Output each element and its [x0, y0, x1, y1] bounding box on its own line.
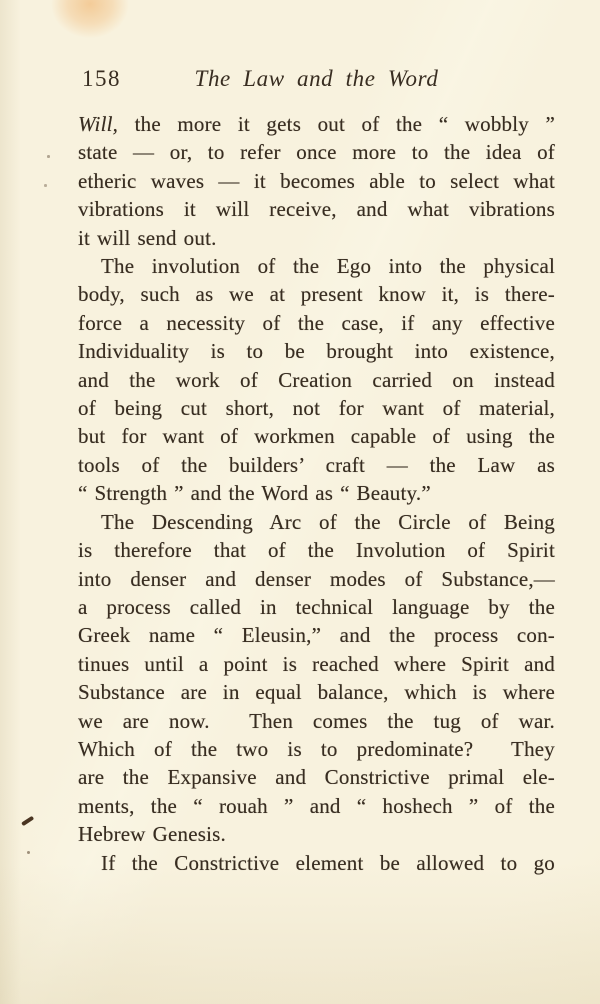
- text-line: tools of the builders’ craft — the Law as: [78, 452, 555, 477]
- text-line: “ Strength ” and the Word as “ Beauty.”: [78, 481, 431, 506]
- text-line: Will, the more it gets out of the “ wobbly ”: [78, 112, 555, 136]
- text-line: Substance are in equal balance, which is where: [78, 680, 555, 705]
- text-line: If the Constrictive element be allowed to go: [101, 850, 555, 875]
- text-line: tinues until a point is reached where Spirit and: [78, 651, 555, 676]
- text-line: are the Expansive and Constrictive primal ele-: [78, 765, 555, 790]
- text-line: and the work of Creation carried on instead: [78, 367, 555, 392]
- text-line: but for want of workmen capable of using the: [78, 424, 555, 449]
- text-line: Hebrew Genesis.: [78, 822, 226, 847]
- text-line: into denser and denser modes of Substance,—: [78, 566, 555, 591]
- text-line: it will send out.: [78, 225, 217, 250]
- paper-speck: [47, 155, 50, 158]
- text-line: The Descending Arc of the Circle of Being: [101, 509, 555, 534]
- ink-dot: [27, 851, 30, 854]
- pen-mark: [21, 816, 34, 826]
- text-line: Which of the two is to predominate? They: [78, 736, 555, 761]
- text-line: ments, the “ rouah ” and “ hoshech ” of the: [78, 793, 555, 818]
- text-line: The involution of the Ego into the physical: [101, 254, 555, 279]
- text-line: force a necessity of the case, if any effective: [78, 310, 555, 335]
- paper-speck: [44, 184, 47, 187]
- text-line: body, such as we at present know it, is there-: [78, 282, 555, 307]
- paper-stain: [40, 0, 140, 48]
- page-number: 158: [82, 66, 121, 91]
- text-line: vibrations it will receive, and what vibrations: [78, 197, 555, 222]
- text-line: of being cut short, not for want of material,: [78, 396, 555, 421]
- text-line: state — or, to refer once more to the idea of: [78, 140, 555, 165]
- text-block: [78, 110, 555, 877]
- text-line: etheric waves — it becomes able to select what: [78, 168, 555, 193]
- page-header: [78, 65, 555, 93]
- text-line: is therefore that of the Involution of Spirit: [78, 538, 555, 563]
- text-line: Greek name “ Eleusin,” and the process con-: [78, 623, 555, 648]
- text-line: we are now. Then comes the tug of war.: [78, 708, 555, 733]
- text-line: a process called in technical language by the: [78, 594, 555, 619]
- text-line: Individuality is to be brought into existence,: [78, 339, 555, 364]
- running-header: The Law and the Word: [194, 66, 439, 91]
